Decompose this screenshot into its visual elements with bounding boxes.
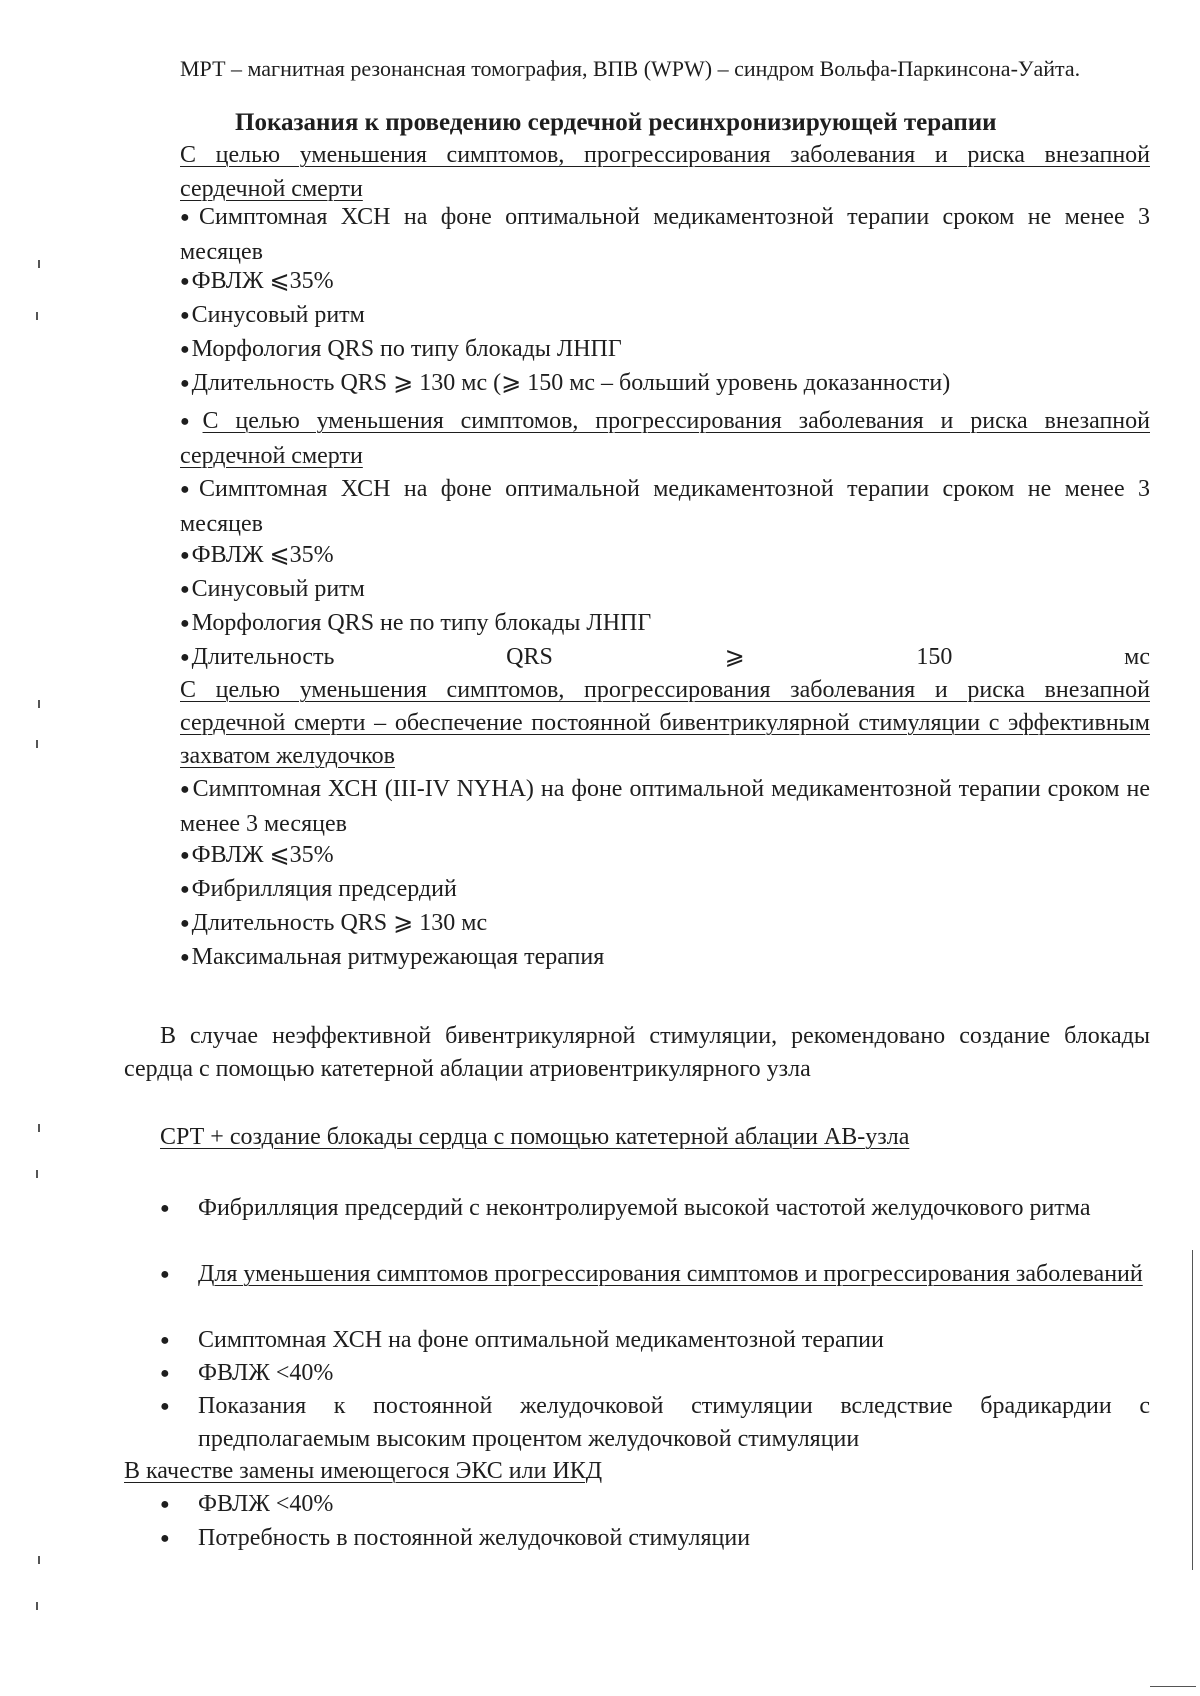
- list2-item-text: Показания к постоянной желудочковой стимуляции вследствие брадикардии с предполагаемым высоким процентом желудочковой стимуляции: [198, 1393, 1150, 1452]
- section3-item-text: Фибрилляция предсердий: [191, 876, 457, 902]
- crt-line: СРТ + создание блокады сердца с помощью катетерной аблации АВ-узла: [160, 1124, 910, 1150]
- section3-item: [180, 906, 487, 941]
- list2-item: [160, 1357, 1150, 1390]
- duration-value: 150: [916, 644, 953, 670]
- scan-artifact: [36, 1170, 38, 1178]
- section1-item-text: Синусовый ритм: [191, 302, 365, 328]
- section2-title: [180, 404, 1150, 473]
- section2-item: [180, 572, 365, 607]
- section1-item: [180, 200, 1150, 269]
- bullet-icon: ●: [180, 781, 191, 798]
- list2-item: [160, 1258, 1150, 1291]
- list2-item-text: Фибрилляция предсердий с неконтролируемой высокой частотой желудочкового ритма: [198, 1195, 1091, 1221]
- list2-item-text: ФВЛЖ <40%: [198, 1360, 334, 1386]
- list2-item: [160, 1192, 1150, 1225]
- bullet-icon: ●: [180, 341, 190, 358]
- section2-item-text: Синусовый ритм: [191, 576, 365, 602]
- duration-word: Длительность: [191, 644, 335, 670]
- section1-item-text: Симптомная ХСН на фоне оптимальной медикаментозной терапии сроком не менее 3 месяцев: [180, 204, 1150, 265]
- list2-item-text: Для уменьшения симптомов прогрессирования симптомов и прогрессирования заболеваний: [198, 1261, 1143, 1287]
- bullet-icon: ●: [180, 915, 190, 932]
- bullet-icon: ●: [180, 307, 190, 324]
- list3-item-text: ФВЛЖ <40%: [198, 1491, 334, 1517]
- bullet-icon: ●: [160, 1332, 170, 1349]
- bullet-icon: ●: [160, 1530, 170, 1547]
- duration-qrs: QRS: [506, 644, 553, 670]
- section3-item: [180, 872, 457, 907]
- bullet-icon: ●: [160, 1365, 170, 1382]
- section1-item: [180, 298, 365, 333]
- bullet-icon: ●: [180, 209, 198, 226]
- section1-item-text: ФВЛЖ ⩽35%: [191, 268, 334, 294]
- bullet-icon: ●: [160, 1266, 170, 1283]
- bullet-icon: ●: [180, 615, 190, 632]
- section1-item-text: Морфология QRS по типу блокады ЛНПГ: [191, 336, 622, 362]
- scan-artifact: [36, 740, 38, 748]
- list2-item: [160, 1390, 1150, 1456]
- bullet-icon: ●: [180, 547, 190, 564]
- duration-unit: мс: [1124, 644, 1150, 670]
- scan-edge-line: [1192, 1250, 1193, 1570]
- scan-artifact: [38, 1124, 40, 1132]
- bullet-icon: ●: [180, 881, 190, 898]
- section3-item: [180, 772, 1150, 841]
- bullet-icon: ●: [160, 1496, 170, 1513]
- bullet-icon: ●: [180, 581, 190, 598]
- section2-item: [180, 538, 334, 573]
- paragraph-text: В случае неэффективной бивентрикулярной стимуляции, рекомендовано создание блокады сердца с помощью катетерной аблации атриовентрикулярного узла: [124, 1023, 1150, 1082]
- scan-artifact: [38, 1556, 40, 1564]
- scan-artifact: [36, 312, 38, 320]
- footnote-text: МРТ – магнитная резонансная томография, ВПВ (WPW) – синдром Вольфа-Паркинсона-Уайта.: [180, 56, 1081, 81]
- scan-artifact: [36, 1602, 38, 1610]
- section3-item-text: Длительность QRS ⩾ 130 мс: [191, 910, 488, 936]
- duration-label: [180, 640, 334, 675]
- scan-artifact: [38, 700, 40, 708]
- list3-item: [160, 1522, 1150, 1555]
- section1-item: [180, 332, 622, 367]
- section3-item-text: Максимальная ритмурежающая терапия: [191, 944, 605, 970]
- list2-item: [160, 1324, 1150, 1357]
- bullet-icon: ●: [160, 1200, 170, 1217]
- scan-artifact: [38, 260, 40, 268]
- section2-title-text: С целью уменьшения симптомов, прогрессирования заболевания и риска внезапной сердечной смерти: [180, 408, 1150, 469]
- bullet-icon: ●: [160, 1398, 170, 1415]
- section2-item-text: ФВЛЖ ⩽35%: [191, 542, 334, 568]
- bullet-icon: ●: [180, 649, 190, 666]
- section-heading: Показания к проведению сердечной ресинхронизирующей терапии: [235, 109, 997, 136]
- bullet-icon: ●: [180, 413, 201, 430]
- section2-item: [180, 472, 1150, 541]
- section3-title: С целью уменьшения симптомов, прогрессирования заболевания и риска внезапной сердечной смерти – обеспечение постоянной бивентрикулярной стимуляции с эффективным захватом желудочков: [180, 677, 1150, 769]
- section1-item-text: Длительность QRS ⩾ 130 мс (⩾ 150 мс – больший уровень доказанности): [191, 370, 951, 396]
- bullet-icon: ●: [180, 375, 190, 392]
- bullet-icon: ●: [180, 847, 190, 864]
- section2-item-text: Симптомная ХСН на фоне оптимальной медикаментозной терапии сроком не менее 3 месяцев: [180, 476, 1150, 537]
- list3-item-text: Потребность в постоянной желудочковой стимуляции: [198, 1525, 751, 1551]
- scan-corner-line: [1150, 1686, 1196, 1687]
- section2-item-text: Морфология QRS не по типу блокады ЛНПГ: [191, 610, 652, 636]
- bullet-icon: ●: [180, 273, 190, 290]
- section3-item: [180, 940, 604, 975]
- section1-item: [180, 366, 950, 401]
- section2-item: [180, 606, 651, 641]
- section1-title: С целью уменьшения симптомов, прогрессирования заболевания и риска внезапной сердечной смерти: [180, 142, 1150, 202]
- section3-item-text: Симптомная ХСН (III-IV NYHA) на фоне оптимальной медикаментозной терапии сроком не менее 3 месяцев: [180, 776, 1151, 837]
- list2-item-text: Симптомная ХСН на фоне оптимальной медикаментозной терапии: [198, 1327, 884, 1353]
- section3-item-text: ФВЛЖ ⩽35%: [191, 842, 334, 868]
- replacement-title: В качестве замены имеющегося ЭКС или ИКД: [124, 1458, 603, 1484]
- section3-item: [180, 838, 334, 873]
- section1-item: [180, 264, 334, 299]
- list3-item: [160, 1488, 1150, 1521]
- bullet-icon: ●: [180, 481, 198, 498]
- section2-duration-row: [180, 640, 1150, 675]
- duration-sign: ⩾: [724, 644, 745, 670]
- bullet-icon: ●: [180, 949, 190, 966]
